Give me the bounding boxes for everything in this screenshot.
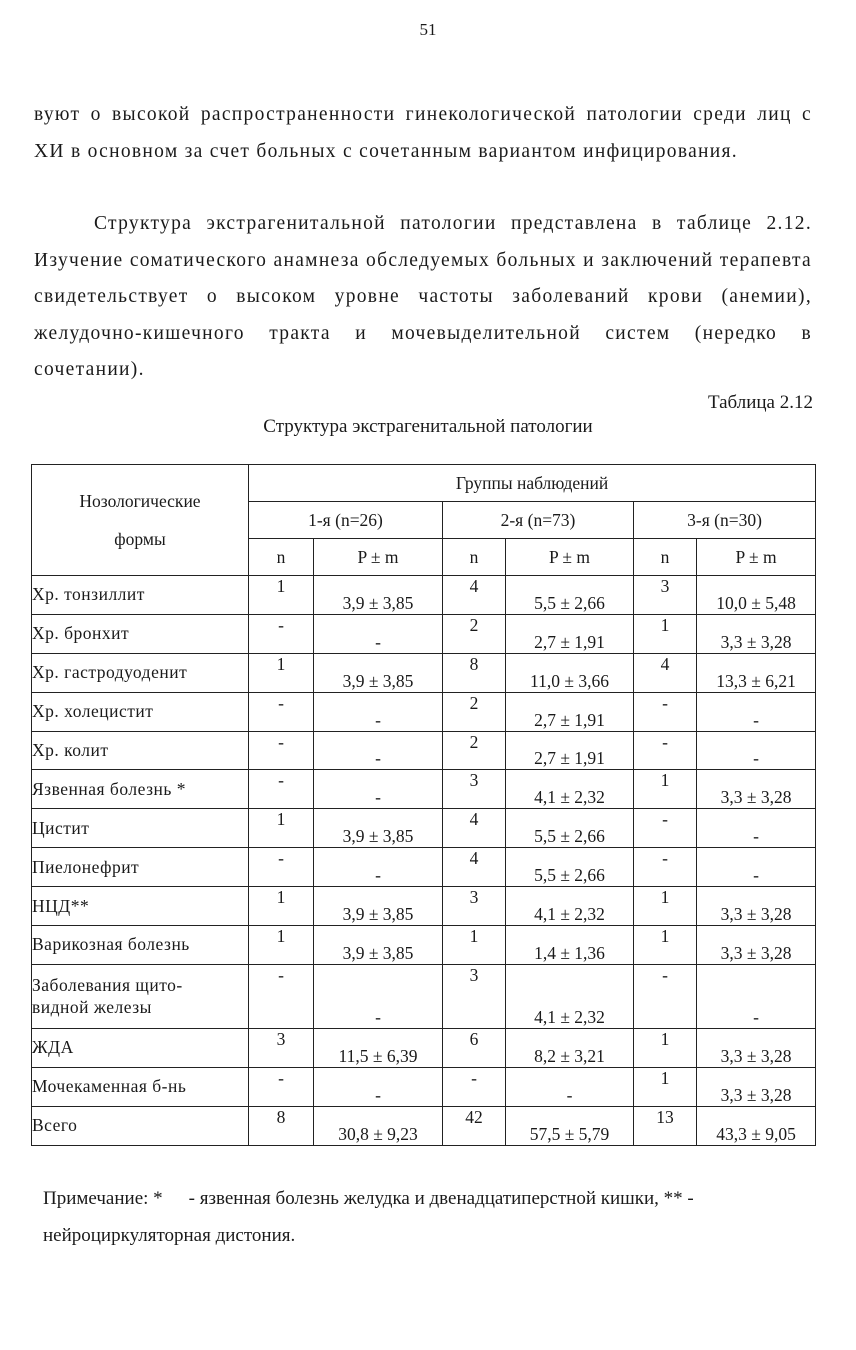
cell-pm: -: [506, 1067, 634, 1106]
header-pm-1: P ± m: [314, 539, 443, 576]
cell-pm: 5,5 ± 2,66: [506, 809, 634, 848]
cell-n: 1: [249, 809, 314, 848]
cell-pm: 5,5 ± 2,66: [506, 576, 634, 615]
table-row: [32, 809, 816, 848]
cell-pm: -: [697, 848, 816, 887]
cell-n: 1: [634, 887, 697, 926]
table-title: Структура экстрагенитальной патологии: [263, 416, 593, 437]
cell-n: 4: [443, 809, 506, 848]
cell-pm: 3,3 ± 3,28: [697, 770, 816, 809]
cell-n: -: [249, 1067, 314, 1106]
cell-pm: 30,8 ± 9,23: [314, 1106, 443, 1145]
cell-n: 8: [249, 1106, 314, 1145]
cell-n: -: [249, 770, 314, 809]
row-name-line: Заболевания щито-: [32, 975, 183, 996]
cell-n: 6: [443, 1028, 506, 1067]
row-name: НЦД**: [32, 887, 249, 926]
cell-pm: 11,5 ± 6,39: [314, 1028, 443, 1067]
table-row: [32, 770, 816, 809]
cell-n: 1: [634, 614, 697, 653]
cell-pm: 3,3 ± 3,28: [697, 887, 816, 926]
cell-pm: 3,9 ± 3,85: [314, 887, 443, 926]
cell-n: 3: [443, 964, 506, 1028]
row-name: [32, 964, 249, 1028]
table-row: [32, 653, 816, 692]
table-row: [32, 576, 816, 615]
paragraph-continuation: вуют о высокой распространенности гинекологической патологии среди лиц с ХИ в основном за счет больных с сочетанным вариантом инфицирования.: [34, 104, 812, 162]
cell-pm: 2,7 ± 1,91: [506, 731, 634, 770]
cell-pm: 3,3 ± 3,28: [697, 1067, 816, 1106]
cell-n: 2: [443, 731, 506, 770]
cell-pm: 3,3 ± 3,28: [697, 926, 816, 965]
cell-pm: -: [314, 964, 443, 1028]
row-name: Всего: [32, 1106, 249, 1145]
cell-n: 1: [443, 926, 506, 965]
row-name: ЖДА: [32, 1028, 249, 1067]
cell-n: 1: [249, 653, 314, 692]
row-name: Язвенная болезнь *: [32, 770, 249, 809]
cell-pm: -: [697, 692, 816, 731]
cell-pm: -: [697, 964, 816, 1028]
cell-n: -: [634, 964, 697, 1028]
cell-n: 1: [249, 576, 314, 615]
cell-n: -: [634, 848, 697, 887]
cell-pm: 4,1 ± 2,32: [506, 770, 634, 809]
cell-pm: -: [697, 809, 816, 848]
cell-pm: 4,1 ± 2,32: [506, 887, 634, 926]
cell-n: -: [249, 614, 314, 653]
cell-pm: 1,4 ± 1,36: [506, 926, 634, 965]
cell-n: 1: [634, 1028, 697, 1067]
header-group-3: 3-я (n=30): [634, 502, 816, 539]
table-row: [32, 848, 816, 887]
header-pm-2: P ± m: [506, 539, 634, 576]
cell-pm: 3,9 ± 3,85: [314, 653, 443, 692]
cell-pm: 10,0 ± 5,48: [697, 576, 816, 615]
row-name: Мочекаменная б-нь: [32, 1067, 249, 1106]
pathology-table: [31, 464, 816, 1146]
header-pm-3: P ± m: [697, 539, 816, 576]
cell-n: 1: [634, 1067, 697, 1106]
cell-n: -: [249, 848, 314, 887]
cell-n: 1: [634, 926, 697, 965]
row-name: Варикозная болезнь: [32, 926, 249, 965]
cell-n: 4: [634, 653, 697, 692]
cell-pm: 2,7 ± 1,91: [506, 614, 634, 653]
cell-pm: -: [314, 1067, 443, 1106]
cell-pm: 3,9 ± 3,85: [314, 926, 443, 965]
row-name: Пиелонефрит: [32, 848, 249, 887]
header-nosological-line2: формы: [114, 529, 166, 549]
table-number: Таблица 2.12: [707, 392, 813, 413]
cell-n: 42: [443, 1106, 506, 1145]
cell-n: -: [249, 964, 314, 1028]
table-row: [32, 1067, 816, 1106]
cell-pm: 13,3 ± 6,21: [697, 653, 816, 692]
cell-pm: 57,5 ± 5,79: [506, 1106, 634, 1145]
table-row: [32, 614, 816, 653]
cell-pm: 2,7 ± 1,91: [506, 692, 634, 731]
row-name: Хр. гастродуоденит: [32, 653, 249, 692]
cell-pm: -: [314, 692, 443, 731]
row-name-line: видной железы: [32, 997, 152, 1018]
note-text: - язвенная болезнь желудка и двенадцатиперстной кишки, ** - нейроциркуляторная дистония.: [43, 1188, 694, 1246]
cell-n: 4: [443, 848, 506, 887]
cell-n: 3: [634, 576, 697, 615]
cell-pm: -: [314, 731, 443, 770]
table-note: [43, 1180, 833, 1254]
cell-n: 13: [634, 1106, 697, 1145]
table-row: [32, 887, 816, 926]
cell-pm: 43,3 ± 9,05: [697, 1106, 816, 1145]
table-row: [32, 731, 816, 770]
cell-pm: 3,3 ± 3,28: [697, 1028, 816, 1067]
table-row: [32, 692, 816, 731]
cell-n: 8: [443, 653, 506, 692]
cell-n: 1: [249, 926, 314, 965]
cell-pm: 11,0 ± 3,66: [506, 653, 634, 692]
cell-pm: 3,9 ± 3,85: [314, 809, 443, 848]
row-name: Хр. холецистит: [32, 692, 249, 731]
row-name: Цистит: [32, 809, 249, 848]
header-group-2: 2-я (n=73): [443, 502, 634, 539]
paragraph-extragenital: Структура экстрагенитальной патологии представлена в таблице 2.12. Изучение соматического анамнеза обследуемых больных и заключений терапевта свидетельствует о высоком уровне частоты заболеваний крови (анемии), желудочно-кишечного тракта и мочевыделительной систем (нередко в сочетании).: [34, 213, 812, 380]
cell-pm: 5,5 ± 2,66: [506, 848, 634, 887]
cell-n: -: [249, 692, 314, 731]
header-nosological-line1: Нозологические: [79, 491, 201, 511]
table-row: [32, 1028, 816, 1067]
cell-pm: 3,3 ± 3,28: [697, 614, 816, 653]
row-name: Хр. тонзиллит: [32, 576, 249, 615]
header-n-3: n: [634, 539, 697, 576]
table-row: [32, 964, 816, 1028]
header-group-1: 1-я (n=26): [249, 502, 443, 539]
page-number: 51: [419, 20, 437, 39]
table-row: [32, 1106, 816, 1145]
header-n-1: n: [249, 539, 314, 576]
row-name: Хр. колит: [32, 731, 249, 770]
cell-n: 1: [634, 770, 697, 809]
cell-n: -: [443, 1067, 506, 1106]
cell-n: -: [634, 692, 697, 731]
cell-pm: -: [697, 731, 816, 770]
header-n-2: n: [443, 539, 506, 576]
cell-n: 1: [249, 887, 314, 926]
table-body: [32, 576, 816, 1146]
cell-n: 2: [443, 692, 506, 731]
cell-n: -: [249, 731, 314, 770]
cell-pm: 3,9 ± 3,85: [314, 576, 443, 615]
row-name: Хр. бронхит: [32, 614, 249, 653]
cell-pm: -: [314, 770, 443, 809]
header-groups: Группы наблюдений: [249, 465, 816, 502]
cell-n: 2: [443, 614, 506, 653]
cell-n: 3: [443, 770, 506, 809]
cell-n: 3: [443, 887, 506, 926]
note-label: Примечание: *: [43, 1188, 163, 1209]
cell-pm: 4,1 ± 2,32: [506, 964, 634, 1028]
cell-pm: -: [314, 848, 443, 887]
cell-n: -: [634, 731, 697, 770]
cell-n: 3: [249, 1028, 314, 1067]
cell-n: -: [634, 809, 697, 848]
cell-n: 4: [443, 576, 506, 615]
header-nosological-forms: [32, 465, 249, 576]
cell-pm: -: [314, 614, 443, 653]
table-row: [32, 926, 816, 965]
cell-pm: 8,2 ± 3,21: [506, 1028, 634, 1067]
